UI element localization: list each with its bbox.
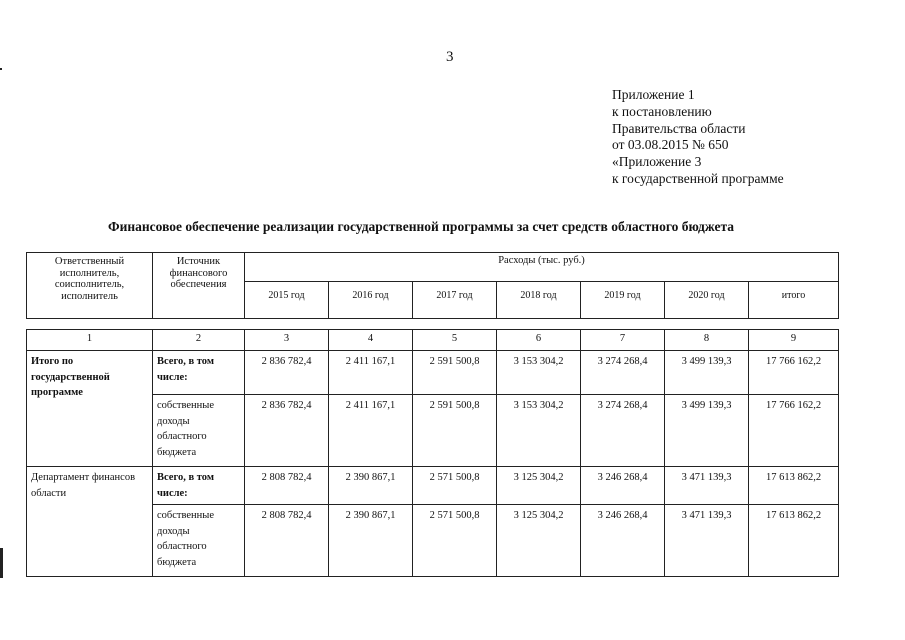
value-cell: 2 836 782,4 bbox=[245, 395, 329, 467]
row-responsible: Департамент финансов области bbox=[27, 467, 153, 577]
value-cell-total: 17 766 162,2 bbox=[749, 395, 839, 467]
row-responsible: Итого по государственной программе bbox=[27, 351, 153, 467]
column-number-row bbox=[27, 330, 839, 351]
value-cell: 2 571 500,8 bbox=[413, 505, 497, 577]
column-number: 8 bbox=[665, 330, 749, 351]
value-cell: 3 499 139,3 bbox=[665, 395, 749, 467]
appendix-line: «Приложение 3 bbox=[612, 154, 702, 170]
header-responsible: Ответственный исполнитель, соисполнитель, исполнитель bbox=[27, 253, 153, 319]
value-cell: 3 274 268,4 bbox=[581, 395, 665, 467]
value-cell: 2 836 782,4 bbox=[245, 351, 329, 395]
column-number: 9 bbox=[749, 330, 839, 351]
row-source: собственные доходы областного бюджета bbox=[153, 395, 245, 467]
value-cell: 3 125 304,2 bbox=[497, 467, 581, 505]
column-number: 1 bbox=[27, 330, 153, 351]
scan-artifact bbox=[0, 68, 2, 70]
table-header bbox=[26, 252, 839, 319]
header-year: 2019 год bbox=[581, 282, 665, 319]
column-number: 2 bbox=[153, 330, 245, 351]
row-source: Всего, в том числе: bbox=[153, 351, 245, 395]
appendix-line: к постановлению bbox=[612, 103, 712, 119]
table-row bbox=[27, 467, 839, 505]
value-cell: 2 390 867,1 bbox=[329, 505, 413, 577]
value-cell-total: 17 766 162,2 bbox=[749, 351, 839, 395]
table-body bbox=[26, 329, 839, 577]
header-total: итого bbox=[749, 282, 839, 319]
value-cell: 3 274 268,4 bbox=[581, 351, 665, 395]
header-source: Источник финансового обеспечения bbox=[153, 253, 245, 319]
document-title: Финансовое обеспечение реализации государственной программы за счет средств областного бюджета bbox=[108, 219, 735, 234]
value-cell: 3 246 268,4 bbox=[581, 467, 665, 505]
appendix-block bbox=[612, 87, 784, 188]
value-cell: 2 571 500,8 bbox=[413, 467, 497, 505]
header-year: 2015 год bbox=[245, 282, 329, 319]
row-source: собственные доходы областного бюджета bbox=[153, 505, 245, 577]
value-cell: 3 153 304,2 bbox=[497, 395, 581, 467]
appendix-line: Правительства области bbox=[612, 120, 746, 136]
value-cell: 2 390 867,1 bbox=[329, 467, 413, 505]
value-cell: 2 411 167,1 bbox=[329, 395, 413, 467]
appendix-line: Приложение 1 bbox=[612, 87, 695, 102]
header-year: 2020 год bbox=[665, 282, 749, 319]
column-number: 5 bbox=[413, 330, 497, 351]
value-cell: 3 471 139,3 bbox=[665, 505, 749, 577]
value-cell: 3 125 304,2 bbox=[497, 505, 581, 577]
column-number: 7 bbox=[581, 330, 665, 351]
header-expenses: Расходы (тыс. руб.) bbox=[245, 253, 839, 282]
value-cell: 3 471 139,3 bbox=[665, 467, 749, 505]
value-cell: 3 153 304,2 bbox=[497, 351, 581, 395]
column-number: 4 bbox=[329, 330, 413, 351]
row-source: Всего, в том числе: bbox=[153, 467, 245, 505]
scan-artifact bbox=[0, 548, 3, 578]
value-cell: 2 591 500,8 bbox=[413, 395, 497, 467]
value-cell: 3 246 268,4 bbox=[581, 505, 665, 577]
value-cell-total: 17 613 862,2 bbox=[749, 505, 839, 577]
value-cell: 2 808 782,4 bbox=[245, 467, 329, 505]
value-cell: 2 591 500,8 bbox=[413, 351, 497, 395]
appendix-line: от 03.08.2015 № 650 bbox=[612, 137, 729, 153]
table-row bbox=[27, 351, 839, 395]
appendix-line: к государственной программе bbox=[612, 170, 784, 186]
value-cell-total: 17 613 862,2 bbox=[749, 467, 839, 505]
header-year: 2016 год bbox=[329, 282, 413, 319]
header-year: 2017 год bbox=[413, 282, 497, 319]
column-number: 6 bbox=[497, 330, 581, 351]
page-number: 3 bbox=[446, 49, 454, 65]
value-cell: 2 808 782,4 bbox=[245, 505, 329, 577]
header-year: 2018 год bbox=[497, 282, 581, 319]
column-number: 3 bbox=[245, 330, 329, 351]
value-cell: 2 411 167,1 bbox=[329, 351, 413, 395]
value-cell: 3 499 139,3 bbox=[665, 351, 749, 395]
